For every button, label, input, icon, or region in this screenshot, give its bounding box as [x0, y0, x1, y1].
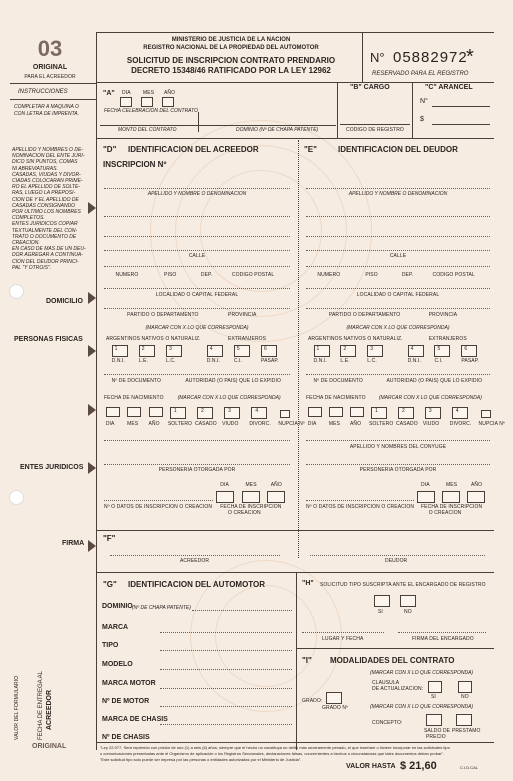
- automotor-row-label: MARCA MOTOR: [102, 680, 156, 687]
- estado-label: CASADO: [195, 421, 217, 427]
- decor: [160, 724, 292, 725]
- instr-line: DICO SIN PUNTOS, COMAS: [12, 159, 78, 166]
- dia-box[interactable]: [120, 97, 132, 107]
- arancel-s-label: $: [420, 116, 424, 123]
- clausula-no-box[interactable]: [458, 681, 472, 693]
- mes-label: MES: [143, 90, 155, 96]
- dia-label: DIA: [122, 90, 131, 96]
- doc-type-number: 5: [437, 346, 441, 352]
- decor: [160, 706, 292, 707]
- doc-type-label: L.C.: [367, 358, 377, 364]
- date-label: DIA: [105, 421, 115, 427]
- date-label: DIA: [307, 421, 317, 427]
- section-f-letter: "F": [103, 534, 116, 543]
- decor: [104, 288, 290, 289]
- doc-type-label: PASAP.: [261, 358, 279, 364]
- arrow-marker: [88, 292, 96, 304]
- date-label: DIA: [421, 482, 430, 488]
- h-si-box[interactable]: [374, 595, 390, 607]
- marcar-label: (MARCAR CON X LO QUE CORRESPONDA): [346, 325, 450, 331]
- section-h-text: SOLICITUD TIPO SUSCRIPTA ANTE EL ENCARGADO DE REGISTRO: [320, 582, 486, 588]
- instr-line: CON LETRA DE IMPRENTA.: [14, 111, 80, 117]
- anio-box[interactable]: [162, 97, 174, 107]
- section-g-title: IDENTIFICACION DEL AUTOMOTOR: [128, 580, 266, 589]
- doc-type-number: 6: [264, 346, 267, 352]
- automotor-row-label: MARCA DE CHASIS: [102, 716, 168, 723]
- watermark-rosette: [215, 585, 317, 687]
- prestamo-label: PRESTAMO: [452, 728, 481, 734]
- date-label: DIA: [220, 482, 229, 488]
- instr-line: CIADAS COLOCARAN PRIME-: [12, 178, 83, 184]
- instr-line: COMPLETAR A MAQUINA O: [14, 104, 79, 110]
- numero-label: N°: [370, 50, 385, 65]
- extranjeros-label: EXTRANJEROS: [228, 336, 267, 342]
- fecha-insc-label: O CREACION: [428, 510, 462, 516]
- doc-type-label: C.I.: [434, 358, 443, 364]
- personeria-label: PERSONERIA OTORGADA POR: [359, 467, 437, 473]
- doc-type-label: D.N.I.: [206, 358, 221, 364]
- para-acreedor-label: PARA EL ACREEDOR: [24, 74, 76, 80]
- instrucciones-heading: INSTRUCCIONES: [18, 89, 68, 95]
- instr-line: POR ULTIMO LOS NOMBRES: [12, 209, 81, 215]
- valor-hasta-label: VALOR HASTA: [346, 763, 396, 770]
- autoridad-label: AUTORIDAD (O PAIS) QUE LO EXPIDIO: [185, 378, 281, 384]
- insc-date-box[interactable]: [267, 491, 285, 503]
- conyuge-label: APELLIDO Y NOMBRES DEL CONYUGE: [349, 444, 447, 450]
- estado-label: SOLTERO: [167, 421, 193, 427]
- firma-encargado-label: FIRMA DEL ENCARGADO: [412, 636, 474, 642]
- form-number: 05882972: [393, 49, 468, 66]
- domicilio-label: DOMICILIO: [46, 298, 83, 305]
- address-sublabel: DEP.: [200, 272, 213, 278]
- estado-number: 2: [402, 408, 405, 414]
- date-label: AÑO: [350, 421, 362, 427]
- instr-line: DOR AGREGAR A CONTINUA-: [12, 252, 83, 259]
- decor: [306, 216, 490, 217]
- legal-line: "Ley 22.977, Será reprimido con prisión de uno (1) a seis (6) años, siempre que el hecho no constituya un delito más severamente penado, el que insertare o hiciere incorporar en las solicitudes tipo: [100, 745, 450, 750]
- estado-number: 2: [201, 408, 204, 414]
- original-label: ORIGINAL: [32, 64, 68, 71]
- date-label: MES: [127, 421, 139, 427]
- date-box[interactable]: [106, 407, 120, 417]
- h-no-label: NO: [404, 609, 412, 615]
- dominio-g-sub: (Nº DE CHAPA PATENTE): [132, 605, 191, 611]
- form-title: SOLICITUD DE INSCRIPCION CONTRATO PRENDARIO: [126, 56, 336, 65]
- decor: [160, 632, 292, 633]
- apellido-label: APELLIDO Y NOMBRE O DENOMINACION: [348, 191, 448, 197]
- instr-line: TRATO O DOCUMENTO DE: [12, 233, 77, 240]
- h-no-box[interactable]: [400, 595, 416, 607]
- acreedor-sign-label: ACREEDOR: [180, 558, 210, 564]
- fecha-insc-label: FECHA DE INSCRIPCION: [421, 504, 483, 510]
- doc-type-number: 1: [316, 346, 320, 352]
- automotor-row-label: MODELO: [102, 661, 133, 668]
- ndoc-label: Nº DE DOCUMENTO: [313, 378, 363, 384]
- estado-label: NUPCIA Nº: [478, 421, 505, 427]
- saldo-box[interactable]: [426, 714, 442, 726]
- insc-date-box[interactable]: [467, 491, 485, 503]
- insc-date-box[interactable]: [417, 491, 435, 503]
- decor: [306, 440, 490, 441]
- estado-label: VIUDO: [222, 421, 239, 427]
- arrow-marker: [88, 345, 96, 357]
- arrow-marker: [88, 404, 96, 416]
- doc-type-label: L.C.: [165, 358, 176, 364]
- form-subtitle: DECRETO 15348/46 RATIFICADO POR LA LEY 12962: [131, 66, 331, 75]
- estado-box[interactable]: [197, 407, 213, 419]
- automotor-row-label: Nº DE CHASIS: [102, 734, 150, 741]
- arrow-marker: [88, 202, 96, 214]
- date-box[interactable]: [329, 407, 343, 417]
- decor: [306, 236, 490, 237]
- nupcia-box[interactable]: [481, 410, 491, 418]
- dominio-g-label: DOMINIO: [102, 603, 133, 610]
- date-box[interactable]: [308, 407, 322, 417]
- decor: [104, 440, 290, 441]
- estado-box[interactable]: [170, 407, 186, 419]
- date-label: AÑO: [470, 482, 483, 488]
- decor: [306, 464, 490, 465]
- i-marcar-2: (MARCAR CON X LO QUE CORRESPONDA): [370, 704, 474, 710]
- clausula-no-label: NO: [461, 694, 469, 700]
- arancel-n-label: N°: [420, 98, 428, 105]
- doc-type-number: 6: [464, 346, 468, 352]
- valor-formulario-label: VALOR DEL FORMULARIO: [14, 675, 20, 740]
- deudor-sign-label: DEUDOR: [385, 558, 408, 564]
- automotor-row-label: MARCA: [102, 624, 129, 631]
- date-label: AÑO: [148, 421, 160, 427]
- doc-type-label: L.E.: [340, 358, 350, 364]
- codigo-registro-label: CODIGO DE REGISTRO: [346, 127, 404, 133]
- date-label: MES: [446, 482, 458, 488]
- calle-label: CALLE: [188, 253, 206, 259]
- address-sublabel: PISO: [164, 272, 177, 278]
- provincia-label: PROVINCIA: [228, 312, 257, 318]
- instr-line: CREACION.: [12, 240, 40, 246]
- estado-number: 1: [173, 408, 177, 414]
- doc-type-number: 2: [141, 346, 145, 352]
- section-e-title: IDENTIFICACION DEL DEUDOR: [338, 145, 458, 154]
- saldo-label: SALDO DE: [424, 728, 451, 734]
- marcar-label: (MARCAR CON X LO QUE CORRESPONDA): [378, 395, 482, 401]
- punch-hole: [9, 284, 24, 299]
- localidad-label: LOCALIDAD O CAPITAL FEDERAL: [155, 292, 239, 298]
- doc-type-label: D.N.I.: [407, 358, 421, 364]
- doc-type-label: L.E.: [138, 358, 149, 364]
- fnac-label: FECHA DE NACIMIENTO: [104, 395, 164, 401]
- clausula-label: DE ACTUALIZACION:: [372, 686, 424, 692]
- insc-date-box[interactable]: [216, 491, 234, 503]
- grado-box[interactable]: [326, 692, 342, 704]
- estado-label: SOLTERO: [369, 421, 394, 427]
- section-i-title: MODALIDADES DEL CONTRATO: [330, 656, 455, 665]
- address-sublabel: DEP.: [401, 272, 414, 278]
- automotor-row-label: Nº DE MOTOR: [102, 698, 150, 705]
- print-code: C.I.D.CAL: [460, 765, 479, 770]
- clausula-si-label: SI: [431, 694, 436, 700]
- divider: [96, 32, 97, 750]
- estado-box[interactable]: [425, 407, 441, 419]
- ndoc-label: Nº DE DOCUMENTO: [111, 378, 161, 384]
- address-sublabel: CODIGO POSTAL: [231, 272, 275, 278]
- reservado-label: RESERVADO PARA EL REGISTRO: [372, 71, 469, 77]
- grado-n-label: GRADO Nº: [322, 705, 348, 711]
- doc-type-number: 3: [168, 346, 172, 352]
- instr-line: CION DE Y EL APELLIDO DE: [12, 196, 79, 203]
- estado-box[interactable]: [251, 407, 267, 419]
- estado-label: DIVORC.: [449, 421, 472, 427]
- entes-juridicos-label: ENTES JURIDICOS: [20, 464, 84, 471]
- estado-number: 1: [375, 408, 378, 414]
- decor: [104, 500, 213, 501]
- doc-type-label: C.I.: [233, 358, 243, 364]
- instr-line: NOMINACION DEL ENTE JURI-: [12, 153, 85, 160]
- date-box[interactable]: [127, 407, 141, 417]
- datos-insc-label: Nº O DATOS DE INSCRIPCION O CREACION: [104, 504, 213, 510]
- section-b-title: "B" CARGO: [350, 84, 390, 91]
- decor: [104, 188, 290, 189]
- dominio-a-label: DOMINIO (Nº DE CHAPA PATENTE): [236, 127, 319, 133]
- decor: [306, 188, 490, 189]
- decor: [306, 308, 490, 309]
- doc-type-number: 4: [410, 346, 414, 352]
- estado-label: NUPCIA Nº: [278, 421, 305, 427]
- prestamo-box[interactable]: [456, 714, 472, 726]
- arrow-marker: [88, 462, 96, 474]
- instr-line: NI ABREVIATURAS.: [12, 165, 58, 172]
- instr-line: EN CASO DE MAS DE UN DEU-: [12, 246, 86, 253]
- marcar-label: (MARCAR CON X LO QUE CORRESPONDA): [177, 395, 281, 401]
- decor: [104, 266, 290, 267]
- date-label: MES: [328, 421, 341, 427]
- fecha-entrega-label: FECHA DE ENTREGA AL: [38, 670, 44, 740]
- fecha-entrega-label: ACREEDOR: [46, 689, 53, 730]
- personas-fisicas-label: PERSONAS FISICAS: [14, 336, 83, 343]
- address-sublabel: NUMERO: [317, 272, 341, 278]
- decor: [306, 250, 490, 251]
- estado-box[interactable]: [224, 407, 240, 419]
- fecha-insc-label: O CREACION: [228, 510, 261, 516]
- instr-line: CASADAS, VIUDAS Y DIVOR-: [12, 171, 81, 178]
- inscripcion-label: INSCRIPCION Nº: [103, 160, 167, 169]
- decor: [104, 250, 290, 251]
- date-label: AÑO: [270, 482, 282, 488]
- estado-box[interactable]: [398, 407, 414, 419]
- automotor-row-label: TIPO: [102, 642, 119, 649]
- center-divider: [298, 140, 299, 558]
- fnac-label: FECHA DE NACIMIENTO: [306, 395, 366, 401]
- doc-type-label: PASAP.: [461, 358, 480, 364]
- date-box[interactable]: [350, 407, 364, 417]
- insc-date-box[interactable]: [442, 491, 460, 503]
- asterisk-mark: *: [466, 46, 474, 68]
- provincia-label: PROVINCIA: [428, 312, 458, 318]
- section-a-letter: "A": [103, 90, 115, 97]
- decor: [306, 500, 414, 501]
- argentinos-label: ARGENTINOS NATIVOS O NATURALIZ.: [106, 336, 201, 342]
- date-box[interactable]: [149, 407, 163, 417]
- instr-line: RO EL APELLIDO DE SOLTE-: [12, 184, 80, 191]
- ministry-line: MINISTERIO DE JUSTICIA DE LA NACION: [171, 37, 291, 43]
- date-label: MES: [245, 482, 257, 488]
- estado-number: 3: [428, 408, 432, 414]
- mes-box[interactable]: [141, 97, 153, 107]
- legal-line: "Este solicitud tipo solo puede ser impresa por las personas o entidades autorizadas por el Ministerio de Justicia".: [100, 757, 302, 762]
- lugar-fecha-label: LUGAR Y FECHA: [322, 636, 364, 642]
- estado-label: DIVORC.: [249, 421, 271, 427]
- apellido-label: APELLIDO Y NOMBRE O DENOMINACION: [147, 191, 247, 197]
- decor: [160, 650, 292, 651]
- h-si-label: SI: [378, 609, 383, 615]
- address-sublabel: CODIGO POSTAL: [432, 272, 475, 278]
- insc-date-box[interactable]: [242, 491, 260, 503]
- decor: [104, 464, 290, 465]
- estado-number: 4: [255, 408, 259, 414]
- doc-type-label: D.N.I.: [111, 358, 126, 364]
- decor: [160, 688, 292, 689]
- decor: [104, 374, 290, 375]
- extranjeros-label: EXTRANJEROS: [428, 336, 467, 342]
- decor: [104, 216, 290, 217]
- registry-line: REGISTRO NACIONAL DE LA PROPIEDAD DEL AUTOMOTOR: [143, 45, 319, 51]
- arrow-marker: [88, 540, 96, 552]
- marcar-label: (MARCAR CON X LO QUE CORRESPONDA): [145, 325, 249, 331]
- section-d-title: IDENTIFICACION DEL ACREEDOR: [128, 145, 259, 154]
- decor: [104, 308, 290, 309]
- original-bottom-label: ORIGINAL: [32, 743, 67, 750]
- doc-type-number: 4: [209, 346, 213, 352]
- estado-box[interactable]: [371, 407, 387, 419]
- decor: [160, 742, 292, 743]
- instr-line: CION DEL DEUDOR PRINCI-: [12, 258, 79, 265]
- i-marcar-1: (MARCAR CON X LO QUE CORRESPONDA): [370, 670, 474, 676]
- monto-label: MONTO DEL CONTRATO: [118, 127, 177, 133]
- decor: [160, 669, 292, 670]
- instr-line: TEXTUALMENTE DEL CON-: [12, 227, 78, 234]
- doc-type-label: D.N.I.: [313, 358, 327, 364]
- address-sublabel: PISO: [365, 272, 378, 278]
- localidad-label: LOCALIDAD O CAPITAL FEDERAL: [356, 292, 440, 298]
- doc-type-number: 2: [343, 346, 347, 352]
- instr-line: ENTES JURIDICOS COPIAR: [12, 221, 78, 228]
- partido-label: PARTIDO O DEPARTAMENTO: [328, 312, 401, 318]
- instr-line: COMPLETOS.: [12, 215, 45, 222]
- estado-box[interactable]: [452, 407, 468, 419]
- section-e-letter: "E": [304, 145, 317, 154]
- address-sublabel: NUMERO: [115, 272, 139, 278]
- doc-type-number: 1: [114, 346, 118, 352]
- estado-label: CASADO: [396, 421, 418, 427]
- fecha-insc-label: FECHA DE INSCRIPCION: [220, 504, 282, 510]
- concepto-label: CONCEPTO:: [372, 720, 403, 726]
- argentinos-label: ARGENTINOS NATIVOS O NATURALIZ.: [308, 336, 403, 342]
- calle-label: CALLE: [389, 253, 407, 259]
- valor-price: $ 21,60: [400, 760, 437, 772]
- estado-number: 3: [228, 408, 231, 414]
- section-i-letter: "I": [302, 656, 312, 665]
- section-c-title: "C" ARANCEL: [425, 84, 473, 91]
- grado-label: GRADO:: [302, 698, 323, 704]
- decor: [306, 288, 490, 289]
- nupcia-box[interactable]: [280, 410, 290, 418]
- saldo-label: PRECIO: [426, 734, 446, 740]
- firma-label: FIRMA: [62, 540, 85, 547]
- decor: [104, 236, 290, 237]
- section-h-letter: "H": [302, 580, 314, 587]
- instr-line: APELLIDO Y NOMBRES O DE-: [12, 147, 83, 153]
- fecha-celebracion-label: FECHA CELEBRACION DEL CONTRATO: [104, 108, 198, 114]
- section-g-letter: "G": [103, 580, 117, 589]
- clausula-si-box[interactable]: [428, 681, 442, 693]
- personeria-label: PERSONERIA OTORGADA POR: [158, 467, 236, 473]
- doc-type-number: 5: [236, 346, 240, 352]
- doc-type-number: 3: [370, 346, 374, 352]
- punch-hole: [9, 490, 24, 505]
- datos-insc-label: Nº O DATOS DE INSCRIPCION O CREACION: [306, 504, 415, 510]
- instr-line: PAL "Y OTRO/S".: [12, 264, 52, 271]
- autoridad-label: AUTORIDAD (O PAIS) QUE LO EXPIDIO: [386, 378, 483, 384]
- estado-number: 4: [455, 408, 459, 414]
- estado-label: VIUDO: [422, 421, 440, 427]
- section-d-letter: "D": [103, 145, 117, 154]
- clausula-label: CLAUSULA: [372, 680, 400, 686]
- anio-label: AÑO: [164, 90, 176, 96]
- partido-label: PARTIDO O DEPARTAMENTO: [127, 312, 199, 318]
- instr-line: RAS, LUEGO LA PREPOSI-: [12, 190, 76, 197]
- form-code: 03: [37, 36, 63, 61]
- instr-line: CASADAS CONSIGNANDO: [12, 202, 76, 209]
- legal-line: o comunicaciones presentadas ante el Organismo de aplicación o los Registros Seccionales, declaraciones falsas, concernientes a hechos o circunstancias que tales documentos deban probar".: [100, 751, 445, 756]
- decor: [306, 266, 490, 267]
- decor: [306, 374, 490, 375]
